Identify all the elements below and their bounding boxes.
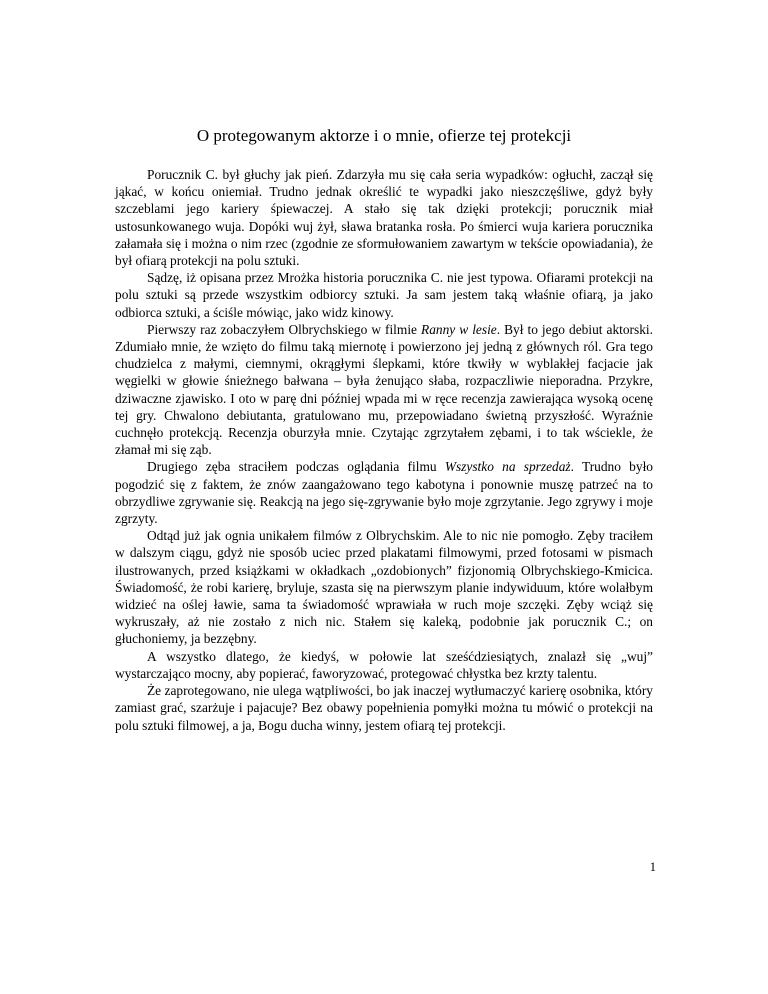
text-run: . Był to jego debiut aktorski. Zdumiało mnie, że wzięto do filmu taką miernotę i powierzono jej jedną z głównych ról. Gra tego chudzielca z małymi, ciemnymi, okrągłymi ślepkami, które tkwiły w wyblakłej facjacie jak węgielki w głowie śnieżnego bałwana – była żenująco słaba, rozpaczliwie nieporadna. Przykre, dziwaczne zjawisko. I oto w parę dni później wpada mi w ręce recenzja zawierająca wysoką ocenę tej gry. Chwalono debiutanta, gratulowano mu, przepowiadano świetną przyszłość. Wyraźnie cuchnęło protekcją. Recenzja oburzyła mnie. Czytając zgrzytałem zębami, i to tak wściekle, że złamał mi się ząb. (115, 321, 653, 458)
paragraph (115, 648, 653, 682)
document-body (115, 166, 653, 734)
text-run: A wszystko dlatego, że kiedyś, w połowie lat sześćdziesiątych, znalazł się „wuj” wystarczająco mocny, aby popierać, faworyzować, protegować chłystka bez krzty talentu. (115, 648, 653, 681)
page-number: 1 (649, 860, 656, 874)
paragraph (115, 458, 653, 527)
text-run: Odtąd już jak ognia unikałem filmów z Olbrychskim. Ale to nic nie pomogło. Zęby traciłem w dalszym ciągu, gdyż nie sposób uciec przed plakatami filmowymi, przed fotosami w pismach ilustrowanych, przed książkami w okładkach „ozdobionych” fizjonomią Olbrychskiego-Kmicica. Świadomość, że robi karierę, bryluje, szasta się na pierwszym planie indywiduum, które wolałbym widzieć na oślej ławie, sama ta świadomość wprawiała w ruch moje szczęki. Zęby wciąż się wykruszały, aż nie zostało z nich nic. Stałem się kaleką, podobnie jak porucznik C.; on głuchoniemy, ja bezzębny. (115, 528, 653, 647)
paragraph (115, 527, 653, 647)
text-run: Drugiego zęba straciłem podczas oglądania filmu (147, 459, 445, 475)
text-run: Sądzę, iż opisana przez Mrożka historia porucznika C. nie jest typowa. Ofiarami protekcji na polu sztuki są przede wszystkim odbiorcy sztuki. Ja sam jestem taką właśnie ofiarą, ja jako odbiorca sztuki, a ściśle mówiąc, jako widz kinowy. (115, 270, 653, 320)
text-run: Pierwszy raz zobaczyłem Olbrychskiego w filmie (147, 321, 422, 337)
film-title: Ranny w lesie (421, 321, 497, 337)
paragraph (115, 269, 653, 321)
text-run: Porucznik C. był głuchy jak pień. Zdarzyła mu się cała seria wypadków: ogłuchł, zaczął się jąkać, w końcu oniemiał. Trudno jednak określić te wypadki jako nieszczęśliwe, gdyż były szczeblami jego kariery śpiewaczej. A stało się tak dzięki protekcji; porucznik miał ustosunkowanego wuja. Dopóki wuj żył, sława bratanka rosła. Po śmierci wuja kariera porucznika załamała się i można o nim rzec (zgodnie ze sformułowaniem zawartym w tekście opowiadania), że był ofiarą protekcji na polu sztuki. (115, 167, 653, 269)
text-run: Że zaprotegowano, nie ulega wątpliwości, bo jak inaczej wytłumaczyć karierę osobnika, który zamiast grać, szarżuje i pajacuje? Bez obawy popełnienia pomyłki można tu mówić o protekcji na polu sztuki filmowej, a ja, Bogu ducha winny, jestem ofiarą tej protekcji. (115, 683, 653, 733)
text-run: . Trudno było pogodzić się z faktem, że znów zaangażowano tego kabotyna i ponownie muszę patrzeć na to obrzydliwe zgrywanie się. Reakcją na jego się-zgrywanie było moje zgrzytanie. Jego zgrywy i moje zgrzyty. (115, 459, 653, 527)
paragraph (115, 682, 653, 734)
film-title: Wszystko na sprzedaż (444, 459, 571, 475)
document-title: O protegowanym aktorze i o mnie, ofierze tej protekcji (196, 126, 572, 145)
paragraph (115, 166, 653, 269)
paragraph (115, 321, 653, 459)
